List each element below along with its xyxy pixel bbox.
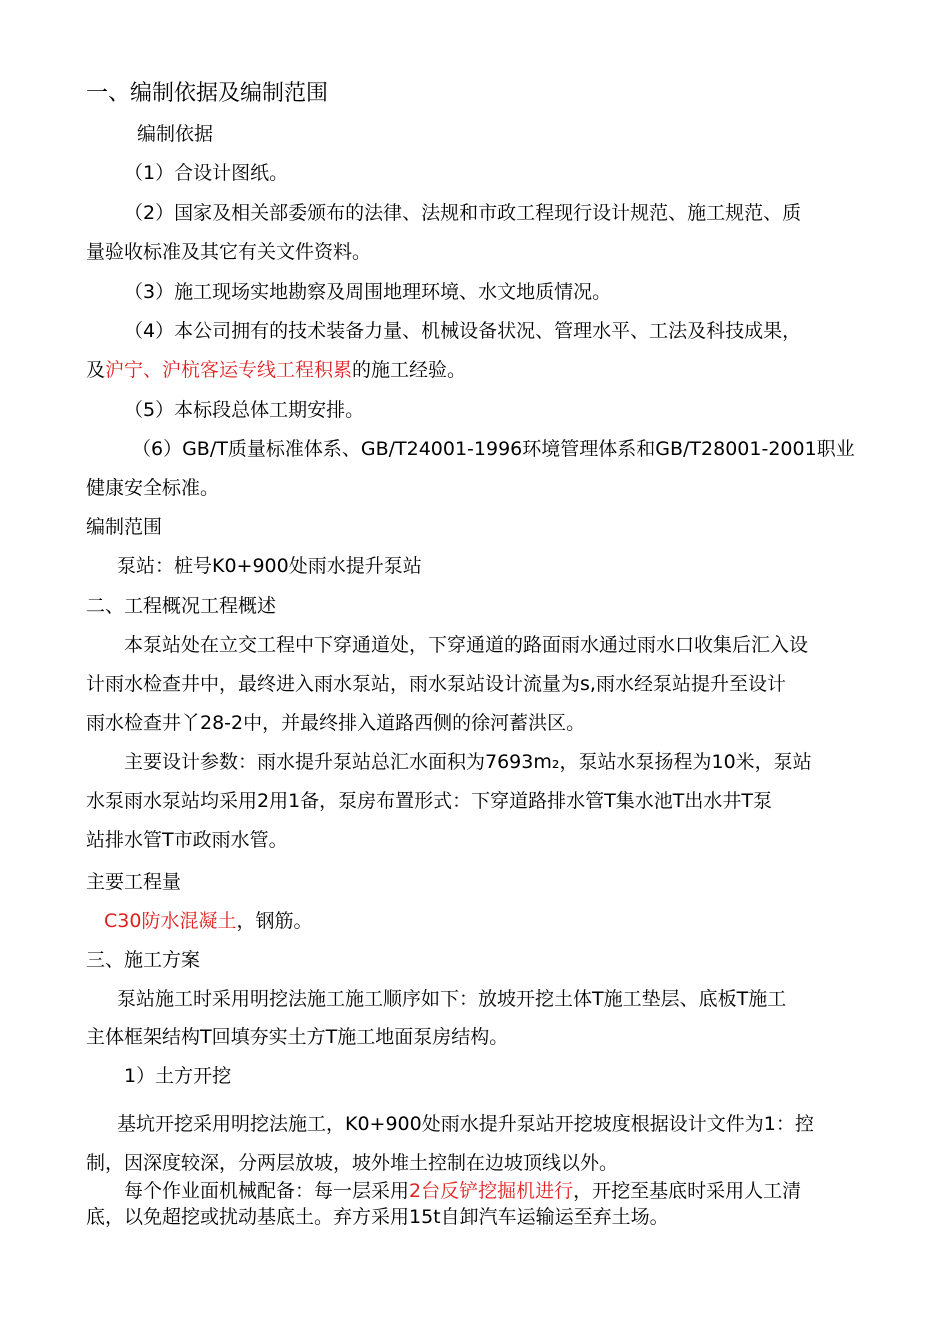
text-segment: ，开挖至基底时采用人工清 [573,1180,802,1202]
text-line: 泵站：桩号K0+900处雨水提升泵站 [117,555,422,577]
highlighted-text: 2台反铲挖掘机进行 [409,1180,574,1202]
paragraph-line: 泵站施工时采用明挖法施工施工顺序如下：放坡开挖土体T施工垫层、底板T施工 [117,988,787,1010]
paragraph-line: 站排水管T市政雨水管。 [86,829,288,851]
paragraph-line [124,1179,801,1203]
text-line [104,909,312,933]
paragraph-line: 底，以免超挖或扰动基底土。弃方采用15t自卸汽车运输运至弃土场。 [86,1206,669,1228]
list-item: （1）合设计图纸。 [124,162,289,184]
paragraph-line: 制，因深度较深，分两层放坡，坡外堆土控制在边坡顶线以外。 [86,1152,619,1174]
list-item: （5）本标段总体工期安排。 [124,399,365,421]
list-item: （2）国家及相关部委颁布的法律、法规和市政工程现行设计规范、施工规范、质 [124,202,802,224]
text-segment: 每个作业面机械配备：每一层采用 [124,1180,410,1202]
paragraph-line: 基坑开挖采用明挖法施工，K0+900处雨水提升泵站开挖坡度根据设计文件为1：控 [117,1113,814,1135]
section-heading-2: 二、工程概况工程概述 [86,595,277,617]
paragraph-line: 雨水检查井丫28-2中，并最终排入道路西侧的徐河蓄洪区。 [86,712,586,734]
paragraph-line: 主要设计参数：雨水提升泵站总汇水面积为7693m₂，泵站水泵扬程为10米，泵站 [124,751,812,773]
paragraph-line: 本泵站处在立交工程中下穿通道处，下穿通道的路面雨水通过雨水口收集后汇入设 [124,634,809,656]
subheading-earthwork: 1）土方开挖 [124,1065,232,1087]
text-line [86,358,466,382]
text-line: 量验收标准及其它有关文件资料。 [86,241,372,263]
subheading-basis: 编制依据 [137,123,214,145]
list-item: （3）施工现场实地勘察及周围地理环境、水文地质情况。 [124,281,612,303]
section-heading-1: 一、编制依据及编制范围 [86,81,329,106]
paragraph-line: 计雨水检查井中，最终进入雨水泵站，雨水泵站设计流量为s,雨水经泵站提升至设计 [86,673,786,695]
list-item: （4）本公司拥有的技术装备力量、机械设备状况、管理水平、工法及科技成果， [124,320,802,342]
subheading-quantities: 主要工程量 [86,871,182,893]
paragraph-line: 水泵雨水泵站均采用2用1备，泵房布置形式：下穿道路排水管T集水池T出水井T泵 [86,790,772,812]
text-line: 健康安全标准。 [86,477,220,499]
highlighted-text: 沪宁、沪杭客运专线工程积累 [105,359,353,381]
text-segment: ，钢筋。 [236,910,313,932]
list-item: （6）GB/T质量标准体系、GB/T24001-1996环境管理体系和GB/T28001-2001职业 [132,438,855,460]
highlighted-text: C30防水混凝土 [104,910,237,932]
text-segment: 的施工经验。 [352,359,467,381]
section-heading-3: 三、施工方案 [86,949,201,971]
text-segment: 及 [86,359,106,381]
paragraph-line: 主体框架结构T回填夯实土方T施工地面泵房结构。 [86,1026,509,1048]
subheading-scope: 编制范围 [86,516,163,538]
